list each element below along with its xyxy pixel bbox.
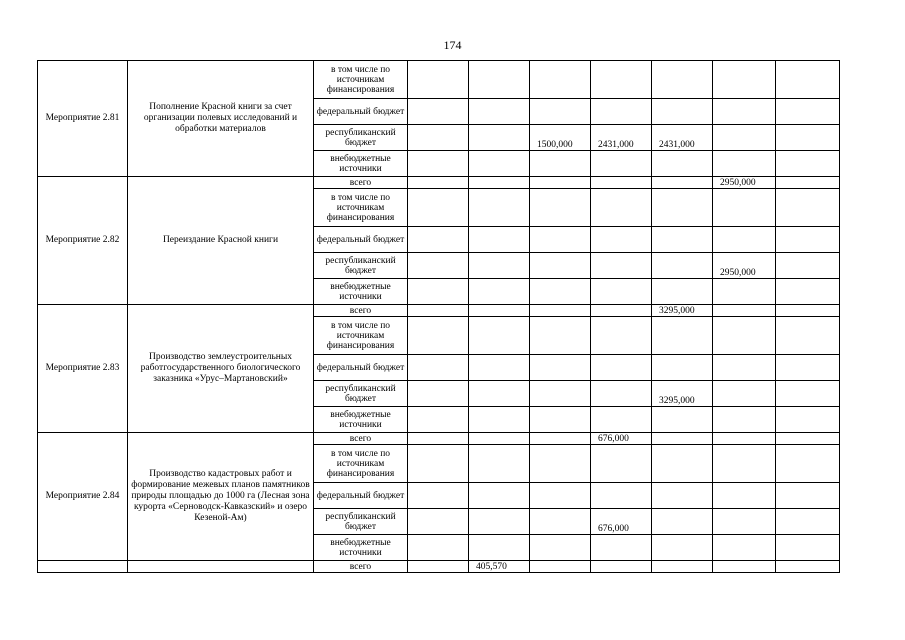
cell-value (776, 561, 840, 573)
budget-table (37, 60, 840, 573)
cell-value (469, 125, 530, 151)
cell-value (713, 381, 776, 407)
cell-value (408, 305, 469, 317)
source-label: федеральный бюджет (314, 99, 408, 125)
table-row (38, 561, 840, 573)
cell-value (469, 509, 530, 535)
source-label: республиканский бюджет (314, 509, 408, 535)
cell-value: 3295,000 (652, 381, 713, 407)
activity-title: Пополнение Красной книги за счет организации полевых исследований и обработки материалов (128, 61, 314, 177)
cell-value (652, 561, 713, 573)
cell-value (776, 509, 840, 535)
cell-value (776, 177, 840, 189)
source-label: внебюджетные источники (314, 279, 408, 305)
cell-value: 2431,000 (591, 125, 652, 151)
source-label: в том числе по источникам финансирования (314, 445, 408, 483)
cell-value (591, 381, 652, 407)
cell-value: 2431,000 (652, 125, 713, 151)
source-label: федеральный бюджет (314, 355, 408, 381)
cell-value: 405,570 (469, 561, 530, 573)
cell-value (713, 125, 776, 151)
cell-value (591, 177, 652, 189)
cell-value: 1500,000 (530, 125, 591, 151)
table-row (38, 177, 840, 189)
cell-value (652, 253, 713, 279)
cell-value (776, 125, 840, 151)
source-label: в том числе по источникам финансирования (314, 61, 408, 99)
cell-value: 676,000 (591, 509, 652, 535)
cell-value (591, 561, 652, 573)
cell-value (408, 177, 469, 189)
cell-value (469, 253, 530, 279)
cell-value (776, 381, 840, 407)
activity-label: Мероприятие 2.84 (38, 433, 128, 561)
cell-value (469, 177, 530, 189)
cell-value (776, 433, 840, 445)
source-label: всего (314, 433, 408, 445)
cell-value (652, 509, 713, 535)
activity-title: Переиздание Красной книги (128, 177, 314, 305)
table-row (38, 433, 840, 445)
cell-value (408, 509, 469, 535)
cell-value (530, 253, 591, 279)
cell-value: 3295,000 (652, 305, 713, 317)
source-label: внебюджетные источники (314, 151, 408, 177)
cell-value (713, 561, 776, 573)
cell-value (469, 433, 530, 445)
source-label: всего (314, 561, 408, 573)
cell-value (530, 561, 591, 573)
activity-label: Мероприятие 2.83 (38, 305, 128, 433)
cell-value (530, 381, 591, 407)
cell-value (530, 509, 591, 535)
cell-value (408, 433, 469, 445)
cell-value (530, 177, 591, 189)
cell-value (469, 381, 530, 407)
cell-value (591, 253, 652, 279)
source-label: республиканский бюджет (314, 381, 408, 407)
cell-value (652, 433, 713, 445)
cell-value (591, 305, 652, 317)
source-label: всего (314, 177, 408, 189)
source-label: внебюджетные источники (314, 407, 408, 433)
source-label: республиканский бюджет (314, 125, 408, 151)
activity-title: Производство кадастровых работ и формирование межевых планов памятников природы площадью до 1000 га (Лесная зона курорта «Серноводск-Кавказский» и озеро Кезеной-Ам) (128, 433, 314, 561)
cell-value (469, 305, 530, 317)
cell-value (713, 305, 776, 317)
page-number: 174 (443, 38, 462, 52)
cell-value (408, 125, 469, 151)
activity-label: Мероприятие 2.82 (38, 177, 128, 305)
cell-value: 2950,000 (713, 177, 776, 189)
cell-value (408, 561, 469, 573)
table-row (38, 61, 840, 99)
cell-value (652, 177, 713, 189)
source-label: республиканский бюджет (314, 253, 408, 279)
source-label: внебюджетные источники (314, 535, 408, 561)
cell-value (530, 305, 591, 317)
table-row (38, 305, 840, 317)
activity-title: Производство землеустроительных работгосударственного биологического заказника «Урус–Мартановский» (128, 305, 314, 433)
source-label: всего (314, 305, 408, 317)
cell-value (408, 253, 469, 279)
cell-value (713, 433, 776, 445)
cell-value: 676,000 (591, 433, 652, 445)
cell-value (408, 381, 469, 407)
cell-value (713, 509, 776, 535)
source-label: в том числе по источникам финансирования (314, 317, 408, 355)
cell-value (776, 305, 840, 317)
activity-label: Мероприятие 2.81 (38, 61, 128, 177)
cell-value (776, 253, 840, 279)
source-label: федеральный бюджет (314, 227, 408, 253)
source-label: федеральный бюджет (314, 483, 408, 509)
cell-value (530, 433, 591, 445)
source-label: в том числе по источникам финансирования (314, 189, 408, 227)
cell-value: 2950,000 (713, 253, 776, 279)
